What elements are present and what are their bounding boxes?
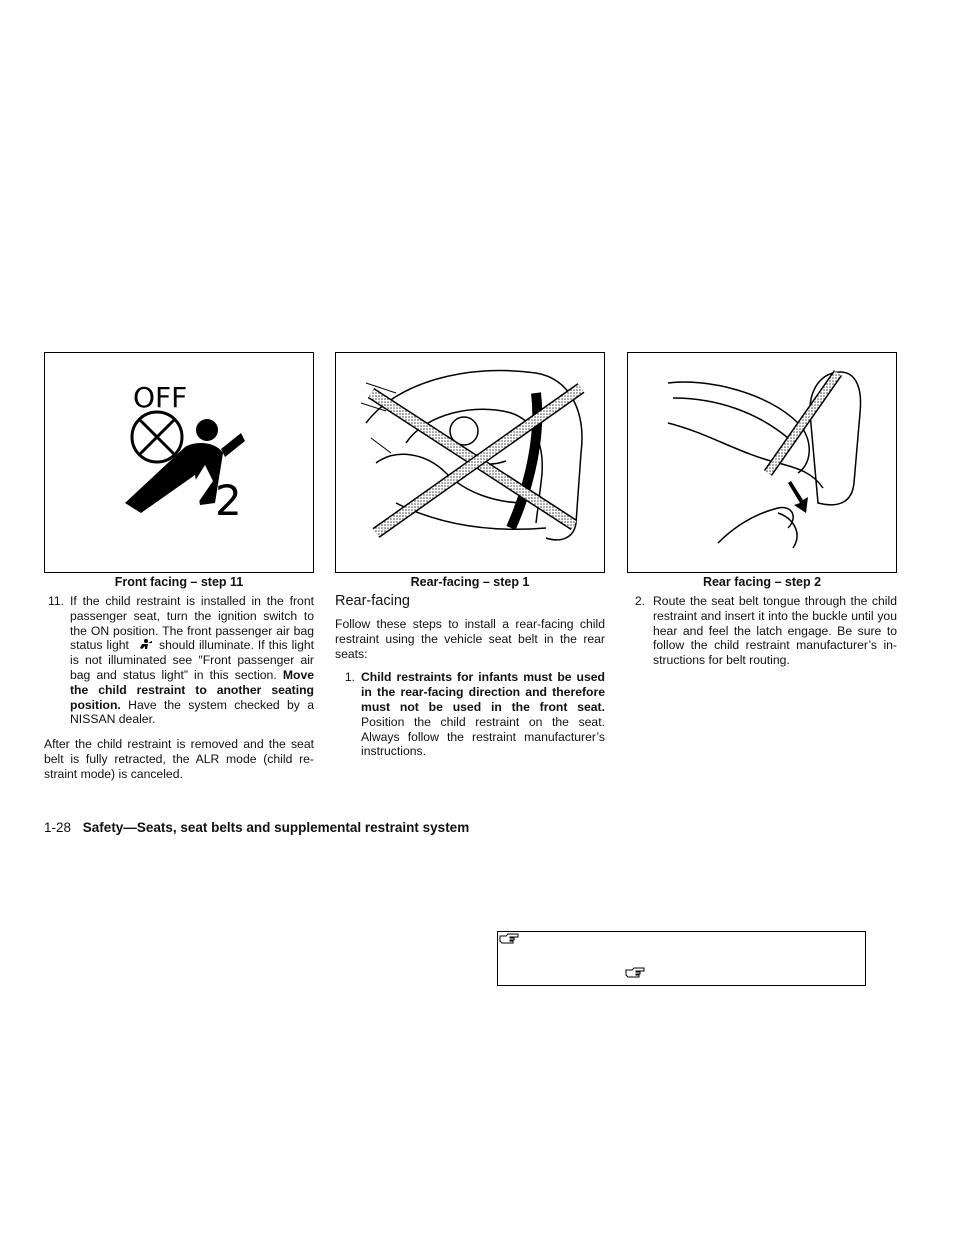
column-2: [335, 617, 605, 759]
figure-caption: Rear-facing – step 1: [410, 575, 530, 589]
warning-text: Child restraints for infants must be used in the rear-facing direction and therefore must not be used in the front seat.: [361, 670, 605, 714]
rear-facing-crossed-illustration: [336, 353, 604, 572]
pointing-hand-icon[interactable]: [498, 932, 520, 946]
page-number: 1-28: [44, 820, 72, 835]
list-item-1: [335, 670, 605, 759]
list-number: 11.: [47, 594, 64, 608]
list-item-11: [44, 594, 314, 727]
passenger-head-icon: [196, 419, 218, 441]
item-text: Position the child restraint on the seat. Always follow the restraint manufacturer’s instructions.: [361, 714, 605, 759]
pointing-hand-icon[interactable]: [624, 966, 646, 980]
figure-caption: Front facing – step 11: [114, 575, 244, 589]
buckle-insertion-illustration: [628, 353, 896, 572]
item-text: Have the system checked by a NISSAN dealer.: [70, 697, 315, 727]
airbag-deploy-icon: [221, 433, 245, 457]
column-1: [44, 594, 314, 782]
page-footer: [44, 820, 469, 835]
figure-caption: Rear facing – step 2: [702, 575, 822, 589]
section-title: Safety—Seats, seat belts and supplemental restraint system: [82, 820, 470, 835]
insert-arrow-icon: [788, 481, 808, 513]
airbag-status-light-icon: [133, 638, 155, 650]
off-label: OFF: [133, 381, 188, 414]
section-heading: Rear-facing: [335, 593, 410, 609]
figure-front-facing-step-11: [44, 352, 314, 573]
warning-text: Move the child restraint to another seating position.: [70, 667, 315, 712]
item-text: If the child restraint is installed in the front passenger seat, turn the ignition switch to the ON position. The front passenger air bag status light: [70, 594, 314, 653]
paragraph: After the child restraint is removed and the seat belt is fully retracted, the ALR mode (child re-straint mode) is canceled.: [44, 737, 314, 781]
list-number: 1.: [344, 670, 355, 685]
item-text: Route the seat belt tongue through the child restraint and insert it into the buckle until you hear and feel the latch engage. Be sure to follow the child restraint manufacturer’s in-structions for belt routing.: [653, 594, 897, 668]
figure-rear-facing-step-1: [335, 352, 605, 573]
paragraph: Follow these steps to install a rear-facing child restraint using the vehicle seat belt in the rear seats:: [335, 617, 605, 661]
item-text: should illuminate. If this light is not illuminated see ″Front passenger air bag and status light” in this section.: [70, 638, 315, 682]
list-number: 2.: [634, 594, 645, 608]
figure-rear-facing-step-2: [627, 352, 897, 573]
column-3: [627, 594, 897, 668]
navigation-box: [497, 931, 866, 986]
airbag-off-indicator-illustration: [45, 353, 313, 572]
indicator-number: 2: [215, 476, 242, 525]
list-item-2: [627, 594, 897, 668]
